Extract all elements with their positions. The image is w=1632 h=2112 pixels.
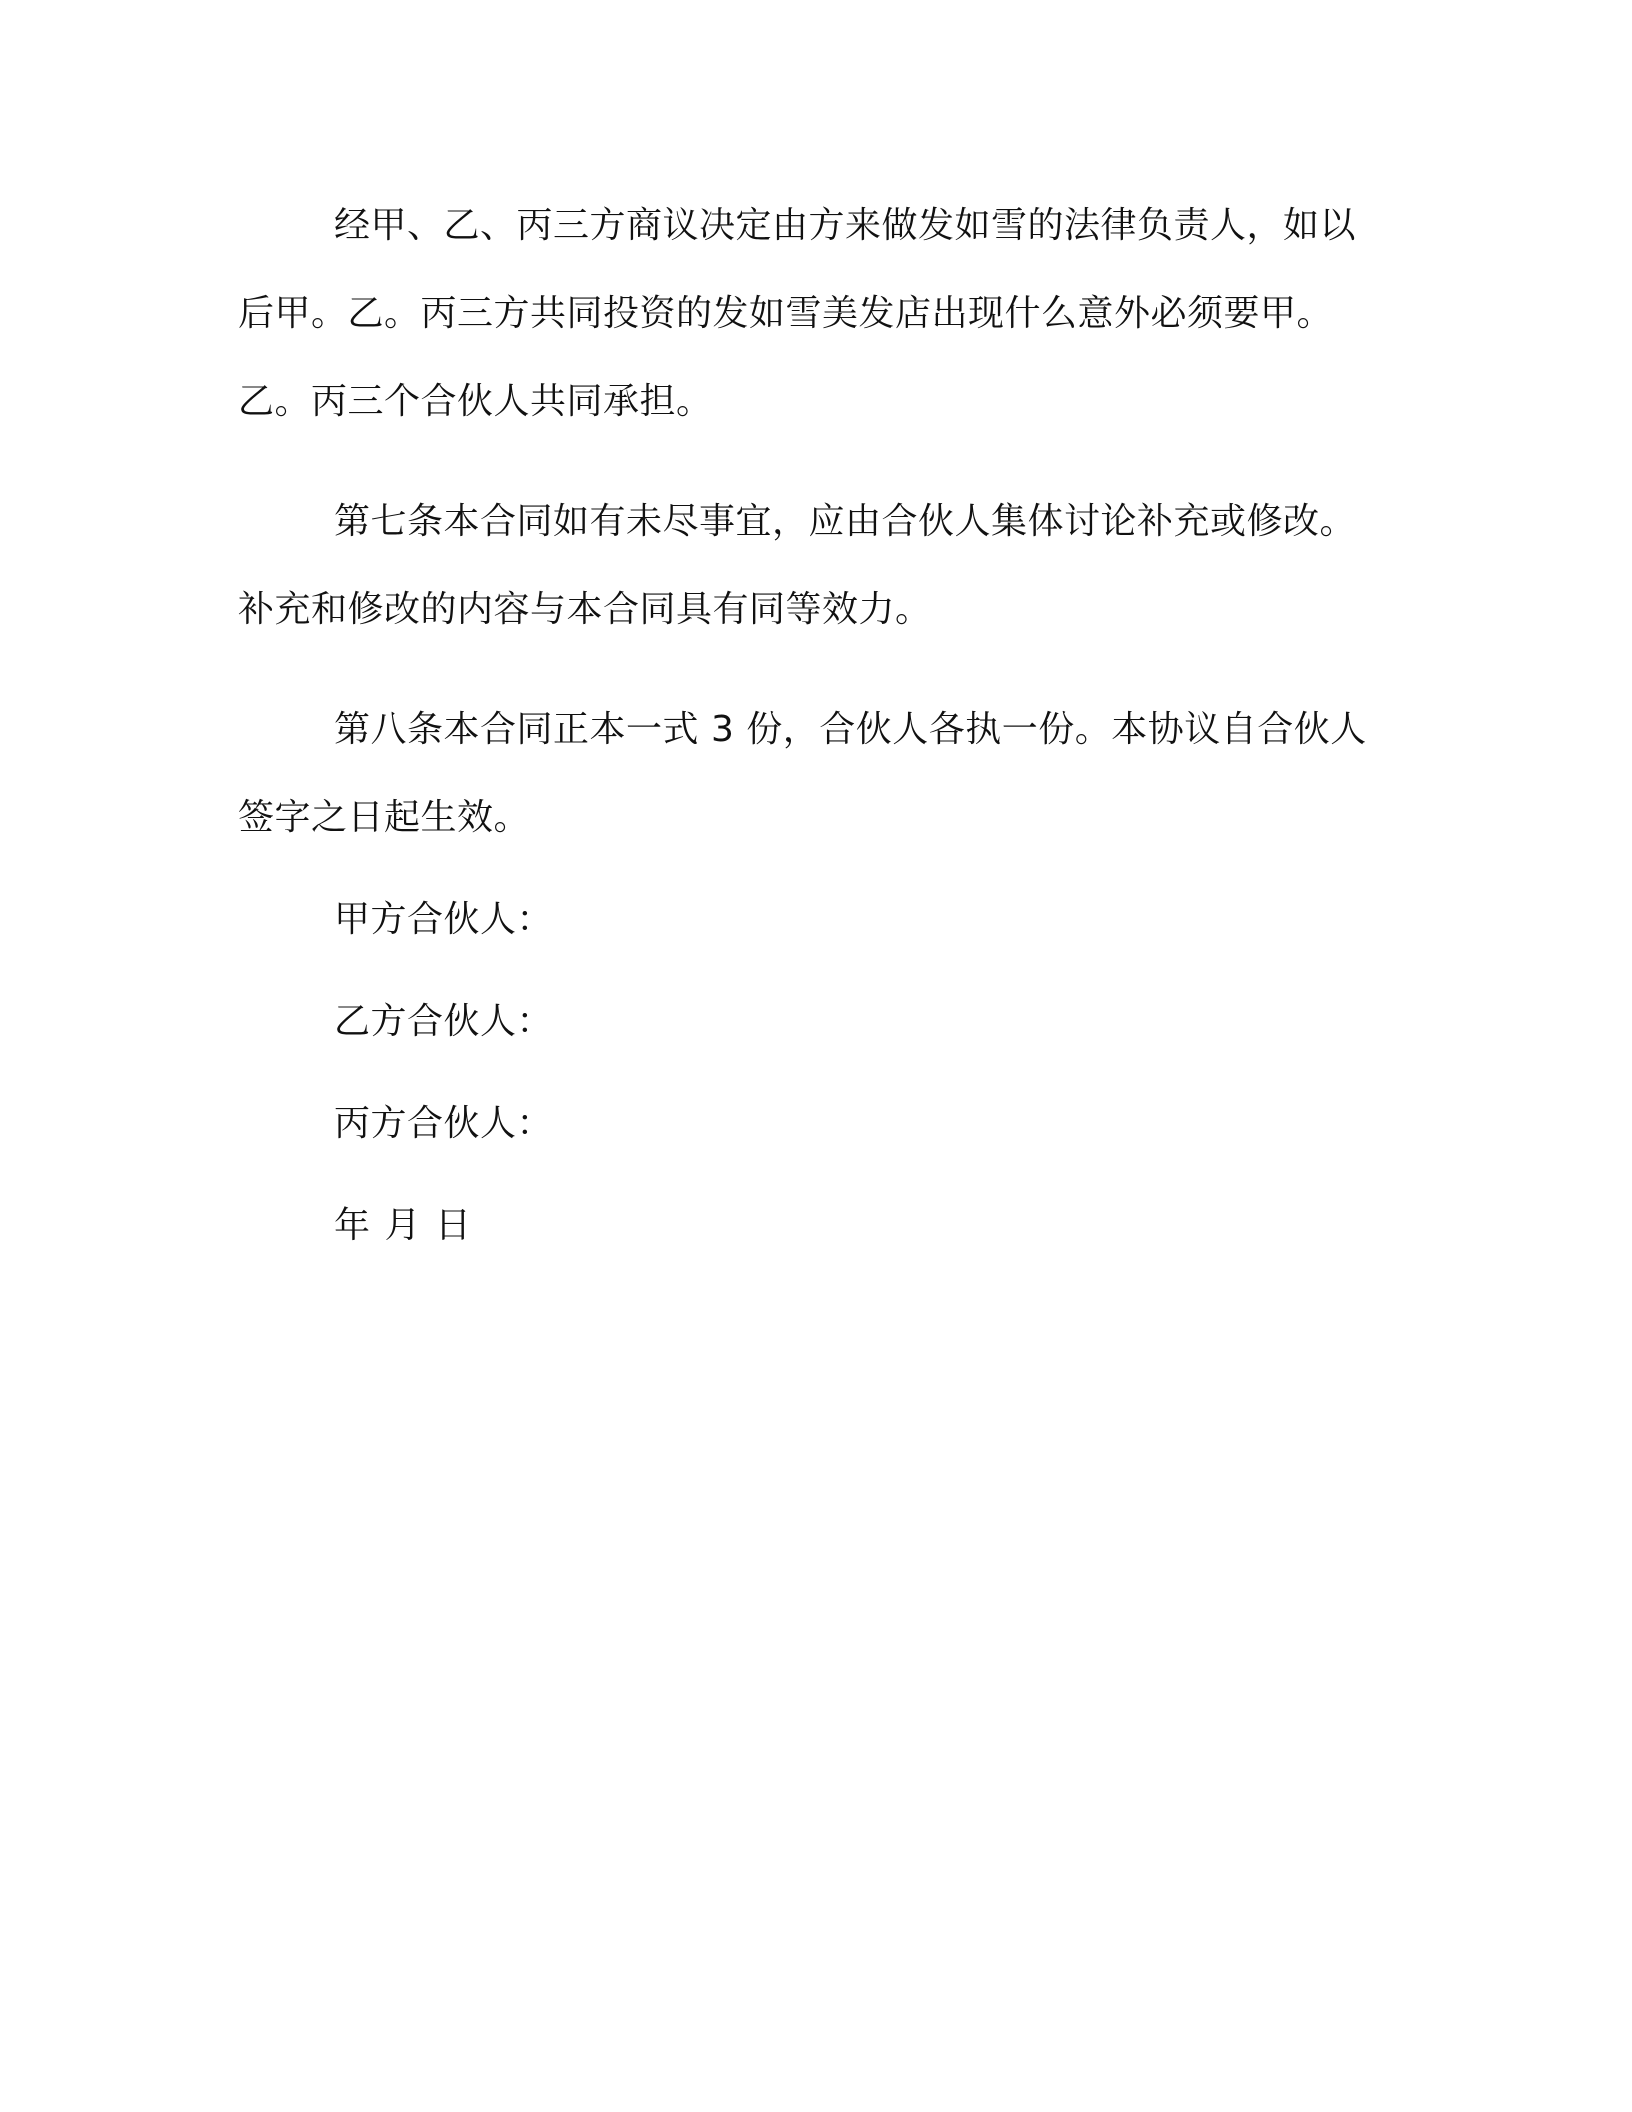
paragraph-article-8: 第八条本合同正本一式 3 份，合伙人各执一份。本协议自合伙人签字之日起生效。 [238,709,1367,838]
paragraph-article-7: 第七条本合同如有未尽事宜，应由合伙人集体讨论补充或修改。补充和修改的内容与本合同具有同等效力。 [238,501,1357,630]
document-body [238,182,1378,1284]
signature-date [238,1182,1378,1270]
signature-party-a: 甲方合伙人： [334,899,554,940]
date-year-label: 年 [334,1205,371,1246]
date-day-label: 日 [435,1205,472,1246]
date-month-label: 月 [384,1205,422,1246]
signature-party-b: 乙方合伙人： [334,1001,554,1042]
paragraph-responsibility: 经甲、乙、丙三方商议决定由方来做发如雪的法律负责人，如以后甲。乙。丙三方共同投资的发如雪美发店出现什么意外必须要甲。乙。丙三个合伙人共同承担。 [238,205,1357,422]
signature-party-c: 丙方合伙人： [334,1103,554,1144]
